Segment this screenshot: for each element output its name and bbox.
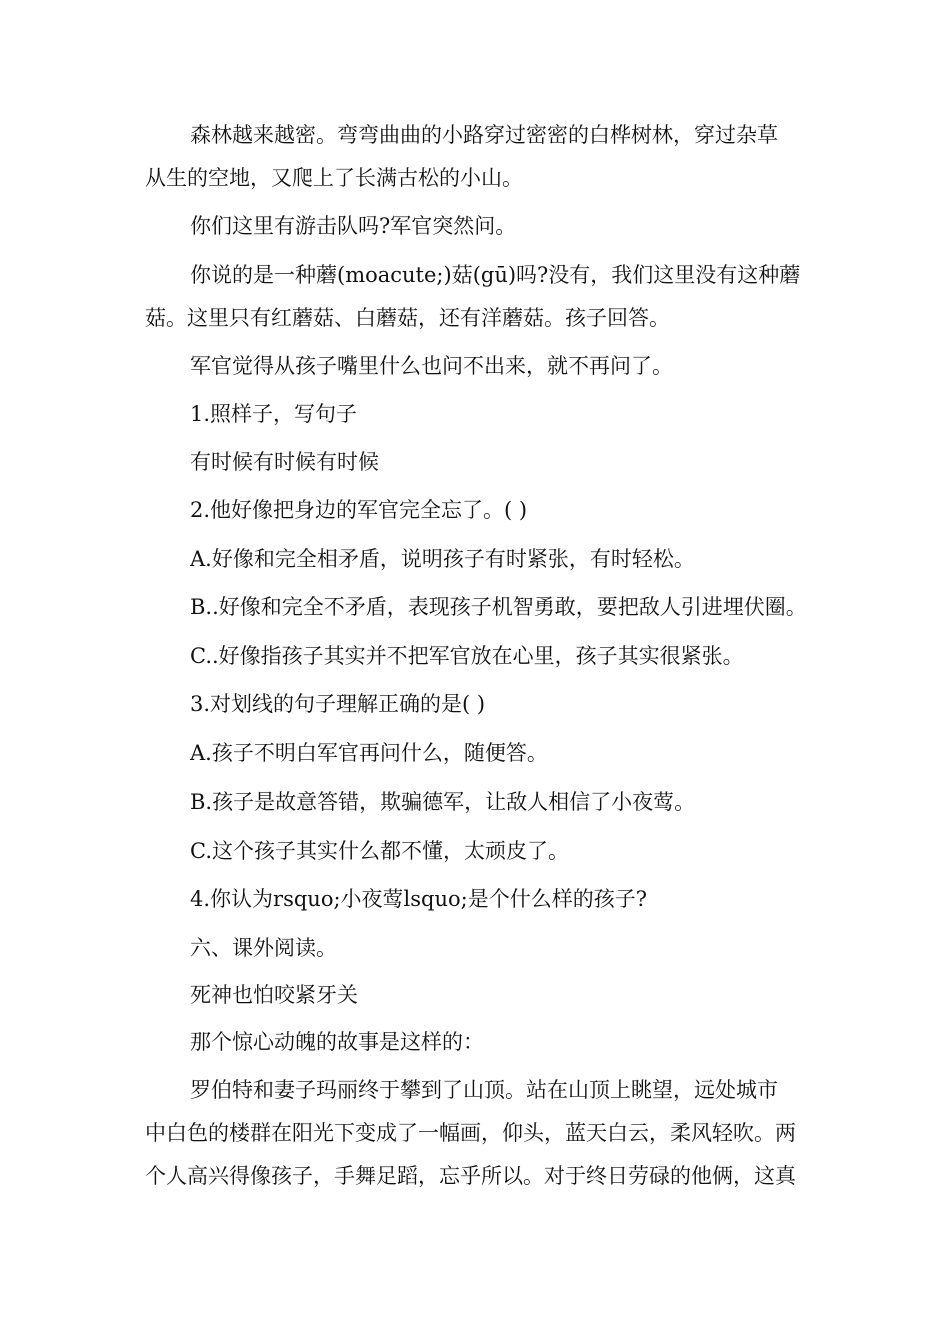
- text-line: B.孩子是故意答错，欺骗德军，让敌人相信了小夜莺。: [190, 790, 696, 814]
- section-heading-extracurricular: [145, 927, 810, 970]
- question-2: [145, 489, 810, 532]
- text-line: 2.他好像把身边的军官完全忘了。( ): [190, 498, 528, 522]
- text-line: 那个惊心动魄的故事是这样的：: [190, 1030, 484, 1054]
- text-line: 菇。这里只有红蘑菇、白蘑菇，还有洋蘑菇。孩子回答。: [145, 306, 670, 330]
- text-line: C.这个孩子其实什么都不懂，太顽皮了。: [190, 839, 569, 863]
- text-line: 死神也怕咬紧牙关: [190, 983, 358, 1007]
- text-line: B..好像和完全不矛盾，表现孩子机智勇敢，要把敌人引进埋伏圈。: [190, 595, 807, 619]
- story-paragraph-mountain: [145, 1069, 810, 1198]
- text-line: A.好像和完全相矛盾，说明孩子有时紧张，有时轻松。: [190, 547, 695, 571]
- question-4: [145, 878, 810, 921]
- question-3-option-a: [145, 732, 810, 775]
- question-3-option-b: [145, 781, 810, 824]
- text-line: 六、课外阅读。: [190, 936, 337, 960]
- paragraph-boy-answer: [145, 254, 810, 340]
- text-line: 你说的是一种蘑(moacute;)菇(gū)吗?没有，我们这里没有这种蘑: [190, 263, 801, 287]
- text-line: 罗伯特和妻子玛丽终于攀到了山顶。站在山顶上眺望，远处城市: [190, 1078, 778, 1102]
- question-2-option-c: [145, 635, 810, 678]
- text-line: 森林越来越密。弯弯曲曲的小路穿过密密的白桦树林，穿过杂草: [190, 123, 778, 147]
- text-line: 有时候有时候有时候: [190, 450, 379, 474]
- text-line: 4.你认为rsquo;小夜莺lsquo;是个什么样的孩子?: [190, 887, 647, 911]
- paragraph-officer-question: [145, 205, 810, 248]
- story-intro: [145, 1021, 810, 1064]
- text-line: 你们这里有游击队吗?军官突然问。: [190, 214, 517, 238]
- text-line: 中白色的楼群在阳光下变成了一幅画，仰头，蓝天白云，柔风轻吹。两: [145, 1121, 796, 1145]
- text-line: A.孩子不明白军官再问什么，随便答。: [190, 741, 548, 765]
- text-line: 1.照样子，写句子: [190, 402, 358, 426]
- paragraph-officer-gives-up: [145, 345, 810, 388]
- text-line: 军官觉得从孩子嘴里什么也问不出来，就不再问了。: [190, 354, 673, 378]
- question-3: [145, 683, 810, 726]
- paragraph-forest: [145, 114, 810, 200]
- text-line: C..好像指孩子其实并不把军官放在心里，孩子其实很紧张。: [190, 644, 744, 668]
- question-2-option-a: [145, 538, 810, 581]
- text-line: 个人高兴得像孩子，手舞足蹈，忘乎所以。对于终日劳碌的他俩，这真: [145, 1164, 796, 1188]
- question-3-option-c: [145, 830, 810, 873]
- story-title: [145, 974, 810, 1017]
- question-1-pattern: [145, 441, 810, 484]
- question-1: [145, 393, 810, 436]
- question-2-option-b: [145, 586, 810, 629]
- text-line: 3.对划线的句子理解正确的是( ): [190, 692, 486, 716]
- text-line: 从生的空地，又爬上了长满古松的小山。: [145, 166, 523, 190]
